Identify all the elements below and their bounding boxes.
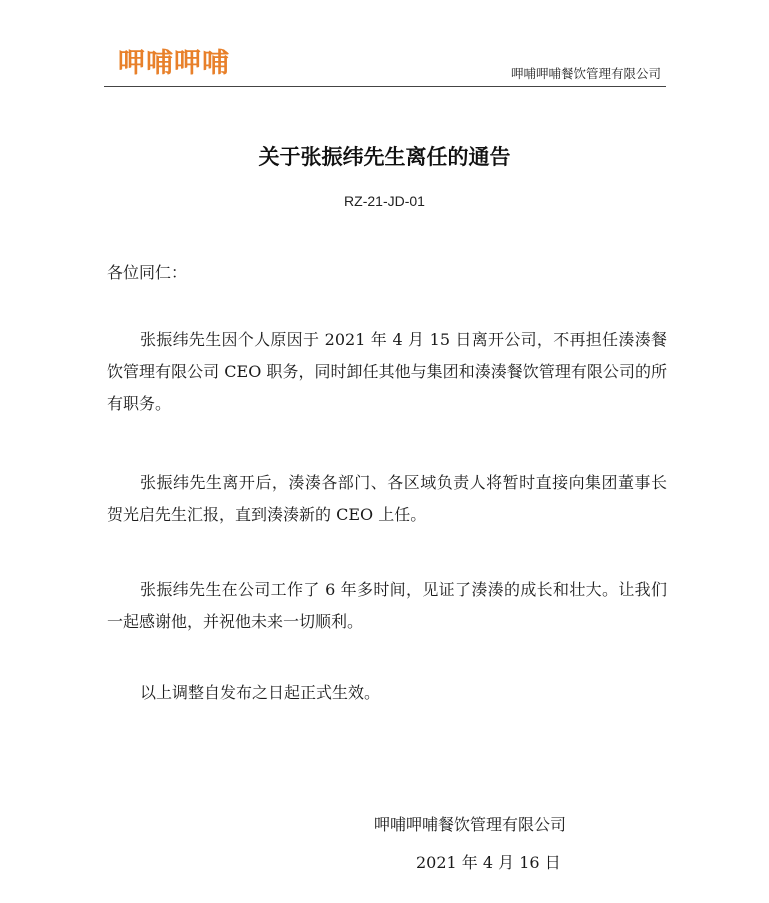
salutation: 各位同仁： [107,263,188,282]
paragraph-reporting: 张振纬先生离开后，湊湊各部门、各区域负责人将暂时直接向集团董事长贺光启先生汇报，直到湊湊新的 CEO 上任。 [107,473,667,524]
document-title: 关于张振纬先生离任的通告 [258,145,511,169]
signature-date: 2021 年 4 月 16 日 [416,853,561,872]
company-logo: 呷哺呷哺 [118,48,230,79]
document-number: RZ-21-JD-01 [344,193,425,209]
header-divider [104,86,666,87]
signature-company: 呷哺呷哺餐饮管理有限公司 [374,815,567,834]
paragraph-thanks: 张振纬先生在公司工作了 6 年多时间，见证了湊湊的成长和壮大。让我们一起感谢他，并祝他未来一切顺利。 [107,580,667,631]
header-company-name: 呷哺呷哺餐饮管理有限公司 [510,66,661,81]
paragraph-departure: 张振纬先生因个人原因于 2021 年 4 月 15 日离开公司，不再担任湊湊餐饮管理有限公司 CEO 职务，同时卸任其他与集团和湊湊餐饮管理有限公司的所有职务。 [107,330,667,413]
paragraph-effective: 以上调整自发布之日起正式生效。 [140,683,381,702]
